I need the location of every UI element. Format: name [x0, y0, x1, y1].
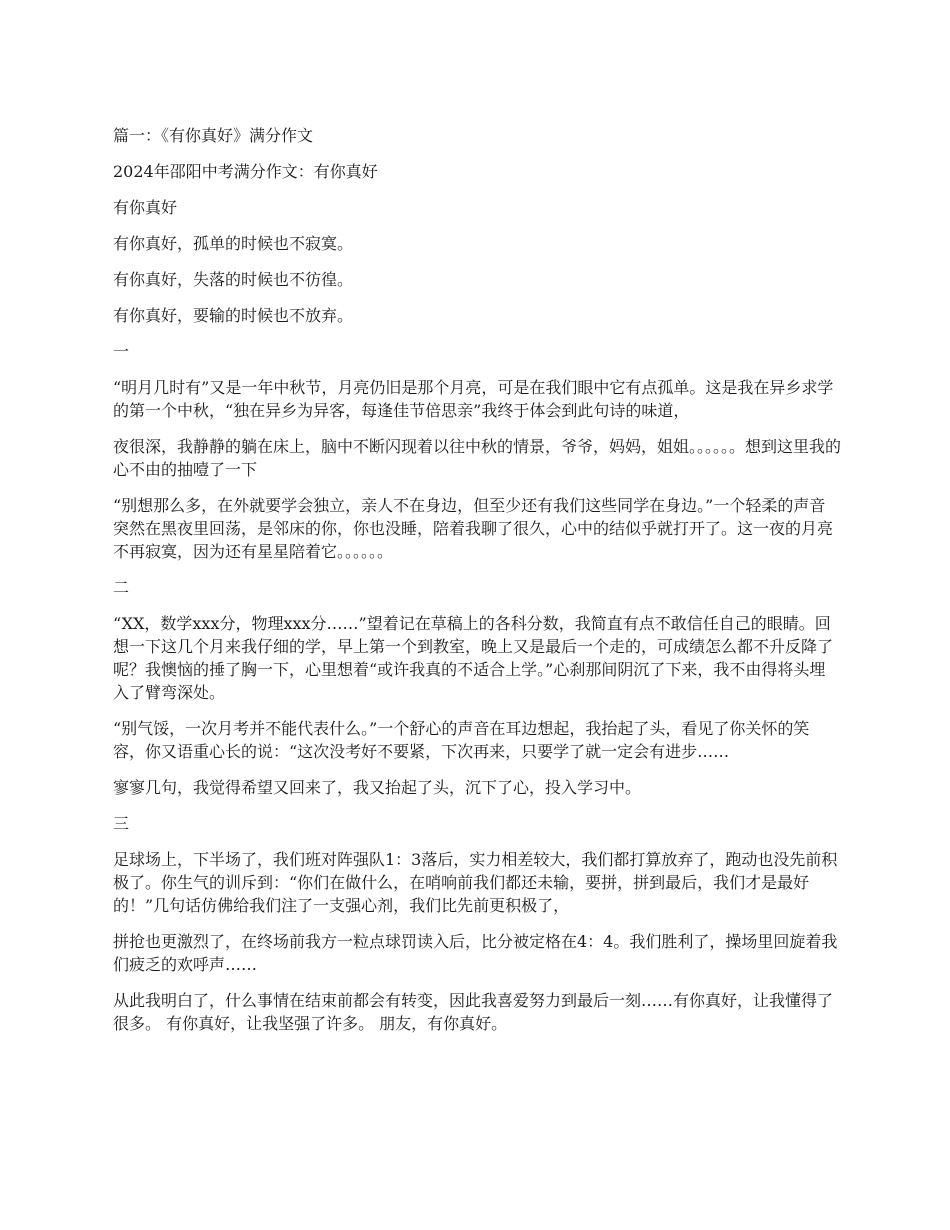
essay-source-line: 2024年邵阳中考满分作文：有你真好: [113, 162, 378, 181]
heading-section-one: 篇一：《有你真好》满分作文: [113, 126, 314, 145]
section-marker-one: 一: [113, 342, 130, 361]
paragraph: 夜很深，我静静的躺在床上，脑中不断闪现着以往中秋的情景，爷爷，妈妈，姐姐。。。。。。想到这里我的心不由的抽噎了一下: [113, 437, 842, 479]
paragraph: 有你真好，孤单的时候也不寂寞。: [113, 234, 354, 253]
paragraph: 足球场上，下半场了，我们班对阵强队1：3落后，实力相差较大，我们都打算放弃了，跑动也没先前积极了。你生气的训斥到：“你们在做什么，在哨响前我们都还未输，要拼，拼到最后，我们才是最好的！”几句话仿佛给我们注了一支强心剂，我们比先前更积极了，: [113, 850, 838, 915]
document-page: [113, 124, 841, 1048]
paragraph: “别气馁，一次月考并不能代表什么。”一个舒心的声音在耳边想起，我抬起了头，看见了你关怀的笑容，你又语重心长的说：“这次没考好不要紧，下次再来，只要学了就一定会有进步……: [113, 719, 810, 761]
paragraph: 从此我明白了，什么事情在结束前都会有转变，因此我喜爱努力到最后一刻……有你真好，让我懂得了很多。 有你真好，让我坚强了许多。 朋友，有你真好。: [113, 991, 834, 1033]
paragraph: 寥寥几句，我觉得希望又回来了，我又抬起了头，沉下了心，投入学习中。: [113, 778, 642, 797]
paragraph: 拼抢也更激烈了，在终场前我方一粒点球罚读入后，比分被定格在4：4。我们胜利了，操场里回旋着我们疲乏的欢呼声……: [113, 932, 838, 974]
paragraph: 有你真好，要输的时候也不放弃。: [113, 306, 354, 325]
paragraph: 有你真好，失落的时候也不彷徨。: [113, 270, 354, 289]
paragraph: “XX，数学xxx分，物理xxx分……”望着记在草稿上的各科分数，我简直有点不敢信任自己的眼睛。回想一下这几个月来我仔细的学，早上第一个到教室，晚上又是最后一个走的，可成绩怎么都不升反降了呢？我懊恼的捶了胸一下，心里想着“或许我真的不适合上学。”心刹那间阴沉了下来，我不由得将头埋入了臂弯深处。: [113, 614, 834, 702]
section-marker-three: 三: [113, 814, 130, 833]
paragraph: “别想那么多，在外就要学会独立，亲人不在身边，但至少还有我们这些同学在身边。”一个轻柔的声音突然在黑夜里回荡，是邻床的你，你也没睡，陪着我聊了很久，心中的结似乎就打开了。这一夜的月亮不再寂寞，因为还有星星陪着它。。。。。。: [113, 496, 834, 561]
paragraph: “明月几时有”又是一年中秋节，月亮仍旧是那个月亮，可是在我们眼中它有点孤单。这是我在异乡求学的第一个中秋，“独在异乡为异客，每逢佳节倍思亲”我终于体会到此句诗的味道，: [113, 378, 834, 420]
section-marker-two: 二: [113, 578, 130, 597]
essay-title: 有你真好: [113, 198, 178, 217]
